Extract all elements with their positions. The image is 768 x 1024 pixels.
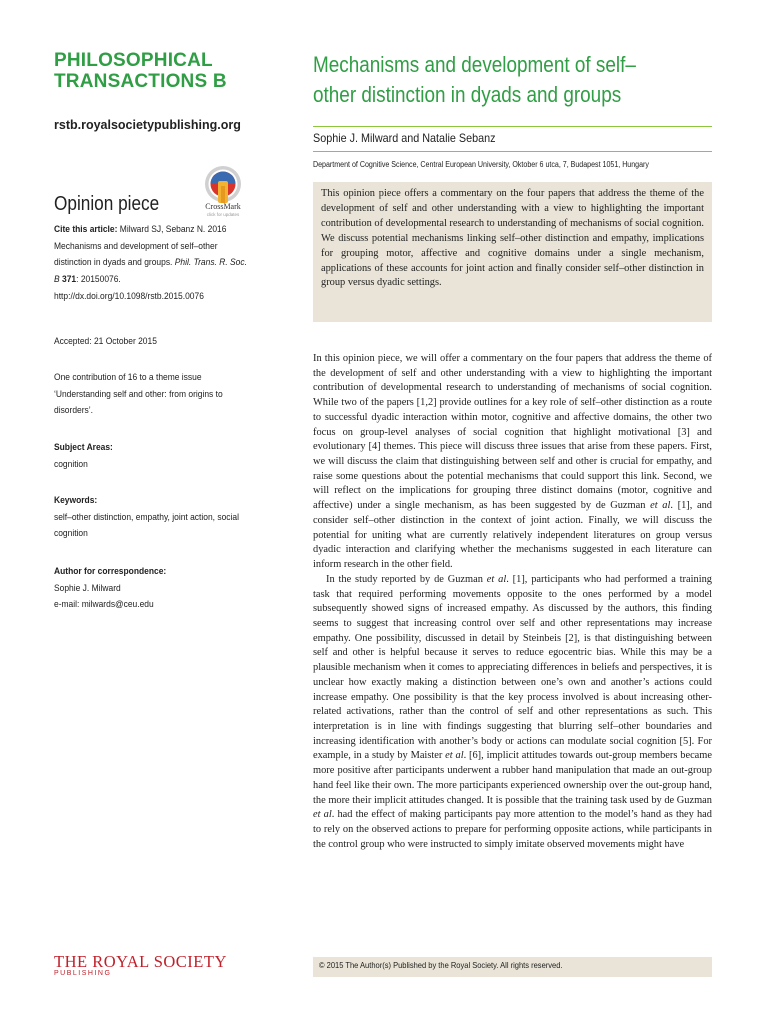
citation-label: Cite this article: <box>54 224 118 234</box>
journal-url-link[interactable]: rstb.royalsocietypublishing.org <box>54 118 241 132</box>
correspondence <box>54 563 247 613</box>
article-title: Mechanisms and development of self– other distinction in dyads and groups <box>313 52 636 107</box>
crossmark-badge[interactable] <box>194 165 252 220</box>
title-rule <box>313 126 712 127</box>
body-text-italic: et al <box>313 809 332 821</box>
body-text-run: . [6], implicit attitudes towards out-group members became more positive after participants underwent a rubber hand manipulation that made an out-group hand feel like their own. The more participants experienced ownership over the out-group hand, the more their implicit attitudes changed. It is possible that the training task used by de Guzman <box>313 750 712 806</box>
body-text-run: . [1], and consider self–other distinction in the context of joint action. Finally, we will discuss the potential for uniting what are currently relatively independent literatures on group versus dyadic interaction and clarifying whether the mechanisms suggested in each literature can inform research in the other field. <box>313 500 712 571</box>
body-text-run: . [1], participants who had performed a training task that required performing movements opposite to the ones performed by a model subsequently showed signs of increased empathy. As discussed by the authors, this finding seems to suggest that increasing control over self and other representations may increase empathy. One possibility, discussed in detail by Steinbeis [2], is that distinguishing between self and other is helpful because it serves to reduce egocentric bias. While this may be a plausible mechanism when it comes to appreciating differences in beliefs and perspectives, it is unclear how exactly making a distinction between one’s own and another’s actions could increase empathy. One possibility is that the key process involved is about increasing other-related activations, rather than the control of self and other representations as such. This interpretation is in line with findings suggesting that blurring self–other boundaries and increasing identification with another’s body or actions can modulate social cognition [5]. For example, in a study by Maister <box>313 573 712 762</box>
body-paragraph <box>313 352 712 573</box>
article-body <box>313 352 712 852</box>
crossmark-label: CrossMark <box>205 202 241 211</box>
subject-area-link[interactable]: cognition <box>54 458 88 469</box>
journal-logo[interactable] <box>54 50 284 92</box>
body-text-italic: et al <box>650 500 671 512</box>
subject-areas-heading: Subject Areas: <box>54 442 113 452</box>
citation-article-number: : 20150076. <box>76 274 121 285</box>
article-type: Opinion piece <box>54 193 160 215</box>
body-text-run: In the study reported by de Guzman <box>326 573 487 585</box>
body-text-italic: et al <box>486 573 507 585</box>
citation-journal: Phil. Trans. R. Soc. B <box>54 257 247 285</box>
journal-name-line2: TRANSACTIONS B <box>54 71 227 92</box>
crossmark-sublabel: click for updates <box>206 212 240 217</box>
citation-doi-link[interactable]: http://dx.doi.org/10.1098/rstb.2015.0076 <box>54 290 204 301</box>
publisher-logo[interactable] <box>54 953 227 977</box>
body-text-italic: et al <box>445 750 464 762</box>
affiliation: Department of Cognitive Science, Central European University, Oktober 6 utca, 7, Budapest 1051, Hungary <box>313 160 649 169</box>
keywords <box>54 492 252 542</box>
body-text-run: In this opinion piece, we will offer a commentary on the four papers that address the theme of the development of self and other understanding with a view to highlighting the important contribution of developmental research to understanding of mechanisms of social cognition. While two of the papers [1,2] provide outlines for a key role of self–other distinction as a route to successful dyadic interaction within motor, cognitive and affective domains, the other two focus on group-level analyses of social cognition that highlight motivational [3] and evolutionary [4] themes. This piece will discuss three issues that arise from these papers. First, we will discuss the claim that distinguishing between self and other is crucial for empathy, and raise some questions about the potential mechanisms that could support this link. Second, we will reflect on the implications for grouping three distinct domains (motor, cognitive and affective) under a single mechanism, as has been suggested by de Guzman <box>313 353 712 512</box>
accepted-date: Accepted: 21 October 2015 <box>54 336 157 346</box>
author-rule <box>313 151 712 152</box>
journal-name-line1: PHILOSOPHICAL <box>54 50 213 71</box>
abstract-text: This opinion piece offers a commentary on the four papers that address the theme of the development of self and other understanding with a view to highlighting the important contribution of developmental research to understanding of mechanisms of social cognition. We discuss potential mechanisms linking self–other distinction and empathy, implications for grouping motor, affective and cognitive domains under a single mechanism, applications of these accounts for joint action and finally consider self–other distinction in group versus dyadic settings. <box>321 188 704 289</box>
publisher-sub: PUBLISHING <box>54 970 112 977</box>
citation-text: Milward SJ, Sebanz N. 2016 Mechanisms and development of self–other distinction in dyads and groups. <box>54 224 227 268</box>
crossmark-icon <box>194 165 252 203</box>
citation-block <box>54 221 252 305</box>
correspondence-heading: Author for correspondence: <box>54 566 167 576</box>
correspondence-name: Sophie J. Milward <box>54 582 121 593</box>
subject-areas <box>54 439 247 472</box>
body-paragraph <box>313 573 712 853</box>
citation-volume: 371 <box>62 274 77 285</box>
copyright-text: © 2015 The Author(s) Published by the Royal Society. All rights reserved. <box>319 961 563 970</box>
abstract-box <box>313 182 712 322</box>
keywords-heading: Keywords: <box>54 495 98 505</box>
authors: Sophie J. Milward and Natalie Sebanz <box>313 131 496 145</box>
theme-issue-note: One contribution of 16 to a theme issue ‘Understanding self and other: from origins to disorders’. <box>54 372 223 416</box>
body-text-run: . had the effect of making participants pay more attention to the model’s hand as they had to rely on the observed actions to prepare for performing opposite actions, while participants in the control group who were instructed to simply imitate observed movements might have <box>313 809 712 850</box>
copyright-bar <box>313 957 712 977</box>
keywords-list: self–other distinction, empathy, joint action, social cognition <box>54 511 239 539</box>
correspondence-email-link[interactable]: e-mail: milwards@ceu.edu <box>54 599 154 610</box>
publisher-name: THE ROYAL SOCIETY <box>54 952 227 971</box>
